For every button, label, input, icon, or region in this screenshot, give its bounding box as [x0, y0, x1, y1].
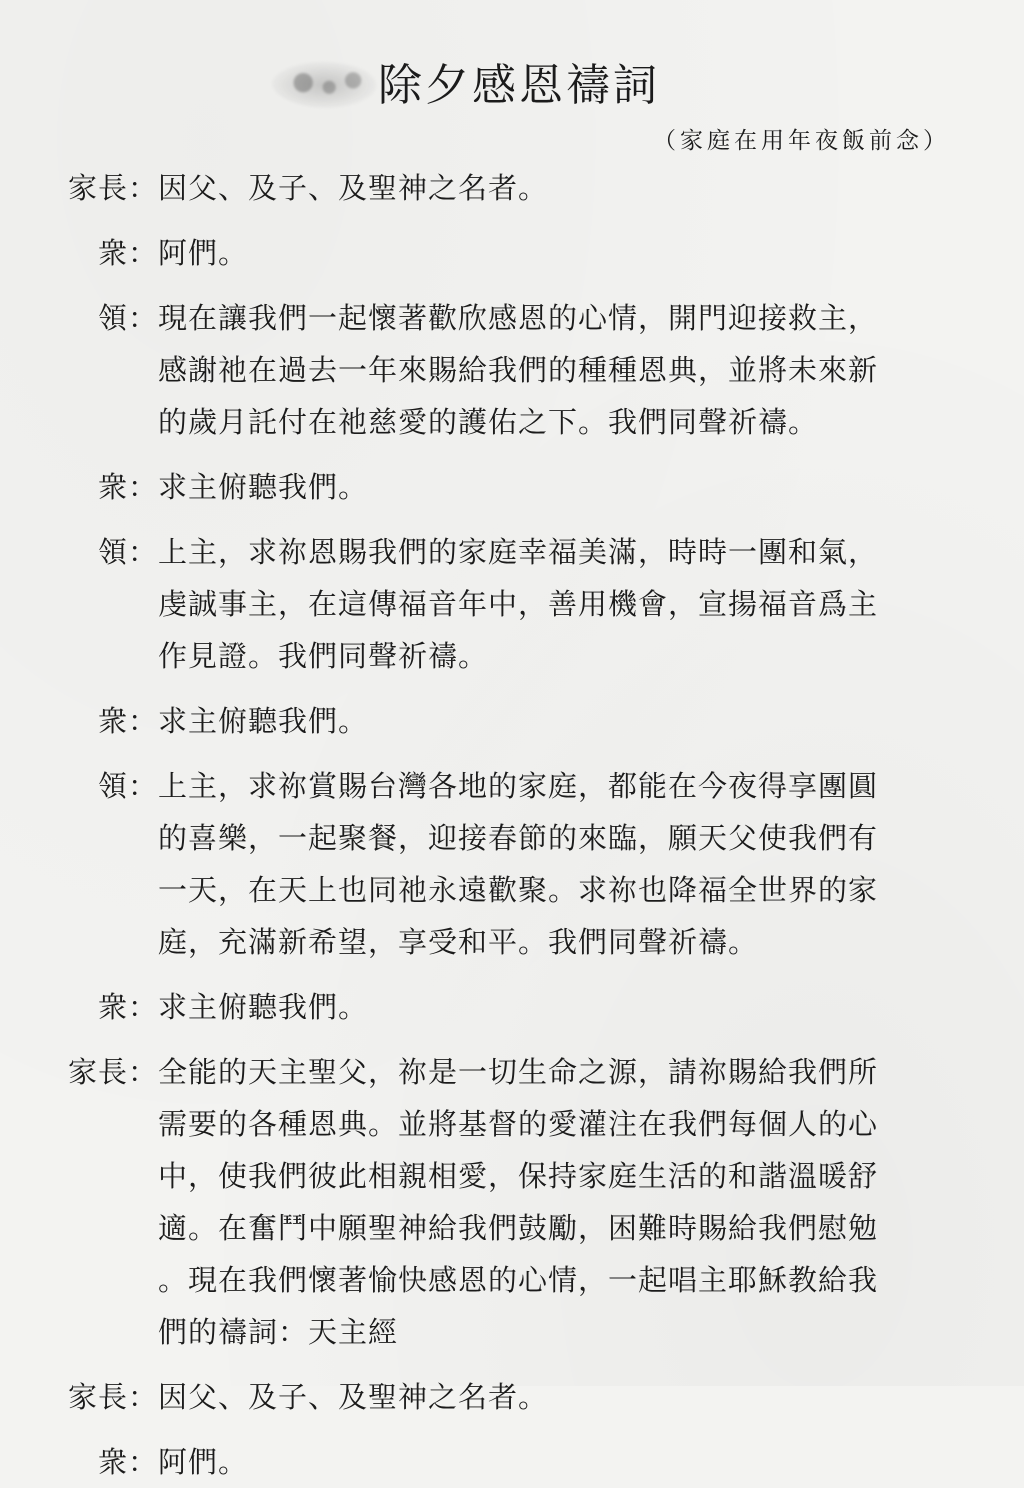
prayer-line: 作見證。我們同聲祈禱。 — [158, 639, 489, 673]
page-subtitle: （家庭在用年夜飯前念） — [653, 128, 950, 154]
prayer-line: 。現在我們懷著愉快感恩的心情，一起唱主耶穌教給我 — [158, 1263, 879, 1297]
prayer-line: 求主俯聽我們。 — [158, 704, 369, 738]
prayer-block — [56, 760, 961, 968]
prayer-text — [158, 227, 961, 279]
prayer-line: 的歲月託付在祂慈愛的護佑之下。我們同聲祈禱。 — [158, 405, 819, 439]
speaker-label: 衆： — [97, 704, 158, 738]
speaker-label: 家長： — [67, 171, 158, 205]
prayer-line: 阿們。 — [158, 236, 249, 270]
prayer-line: 上主，求祢恩賜我們的家庭幸福美滿，時時一團和氣， — [158, 535, 879, 569]
prayer-line: 現在讓我們一起懷著歡欣感恩的心情，開門迎接救主， — [158, 301, 879, 335]
prayer-line: 需要的各種恩典。並將基督的愛灌注在我們每個人的心 — [158, 1107, 879, 1141]
prayer-block — [56, 1046, 961, 1358]
prayer-text — [158, 292, 961, 448]
prayer-block — [56, 1436, 961, 1488]
redacted-logo-smudge — [272, 62, 376, 108]
prayer-text — [158, 981, 961, 1033]
prayer-block — [56, 162, 961, 214]
speaker-label: 領： — [97, 301, 158, 335]
prayer-block — [56, 695, 961, 747]
prayer-line: 感謝祂在過去一年來賜給我們的種種恩典，並將未來新 — [158, 353, 879, 387]
page-title: 除夕感恩禱詞 — [378, 60, 660, 111]
prayer-line: 一天，在天上也同祂永遠歡聚。求祢也降福全世界的家 — [158, 873, 879, 907]
speaker-label: 領： — [97, 535, 158, 569]
prayer-block — [56, 526, 961, 682]
prayer-line: 中，使我們彼此相親相愛，保持家庭生活的和諧溫暖舒 — [158, 1159, 879, 1193]
prayer-line: 適。在奮鬥中願聖神給我們鼓勵，困難時賜給我們慰勉 — [158, 1211, 879, 1245]
speaker-label: 家長： — [67, 1380, 158, 1414]
prayer-text — [158, 461, 961, 513]
prayer-text — [158, 526, 961, 682]
prayer-line: 求主俯聽我們。 — [158, 990, 369, 1024]
prayer-line: 們的禱詞：天主經 — [158, 1315, 399, 1349]
prayer-line: 求主俯聽我們。 — [158, 470, 369, 504]
prayer-block — [56, 227, 961, 279]
prayer-block — [56, 981, 961, 1033]
speaker-label: 衆： — [97, 990, 158, 1024]
prayer-block — [56, 1371, 961, 1423]
prayer-line: 因父、及子、及聖神之名者。 — [158, 171, 549, 205]
prayer-line: 全能的天主聖父，祢是一切生命之源，請祢賜給我們所 — [158, 1055, 879, 1089]
prayer-line: 上主，求祢賞賜台灣各地的家庭，都能在今夜得享團圓 — [158, 769, 879, 803]
prayer-block — [56, 461, 961, 513]
prayer-text — [158, 695, 961, 747]
speaker-label: 領： — [97, 769, 158, 803]
prayer-text — [158, 1436, 961, 1488]
prayer-text — [158, 1371, 961, 1423]
speaker-label: 衆： — [97, 1445, 158, 1479]
prayer-text — [158, 1046, 961, 1358]
speaker-label: 衆： — [97, 470, 158, 504]
prayer-block — [56, 292, 961, 448]
prayer-line: 阿們。 — [158, 1445, 249, 1479]
prayer-text — [158, 162, 961, 214]
prayer-text — [158, 760, 961, 968]
prayer-line: 虔誠事主，在這傳福音年中，善用機會，宣揚福音爲主 — [158, 587, 879, 621]
prayer-line: 庭，充滿新希望，享受和平。我們同聲祈禱。 — [158, 925, 759, 959]
prayer-line: 因父、及子、及聖神之名者。 — [158, 1380, 549, 1414]
prayer-body — [56, 162, 961, 1488]
speaker-label: 家長： — [67, 1055, 158, 1089]
prayer-line: 的喜樂，一起聚餐，迎接春節的來臨，願天父使我們有 — [158, 821, 879, 855]
speaker-label: 衆： — [97, 236, 158, 270]
